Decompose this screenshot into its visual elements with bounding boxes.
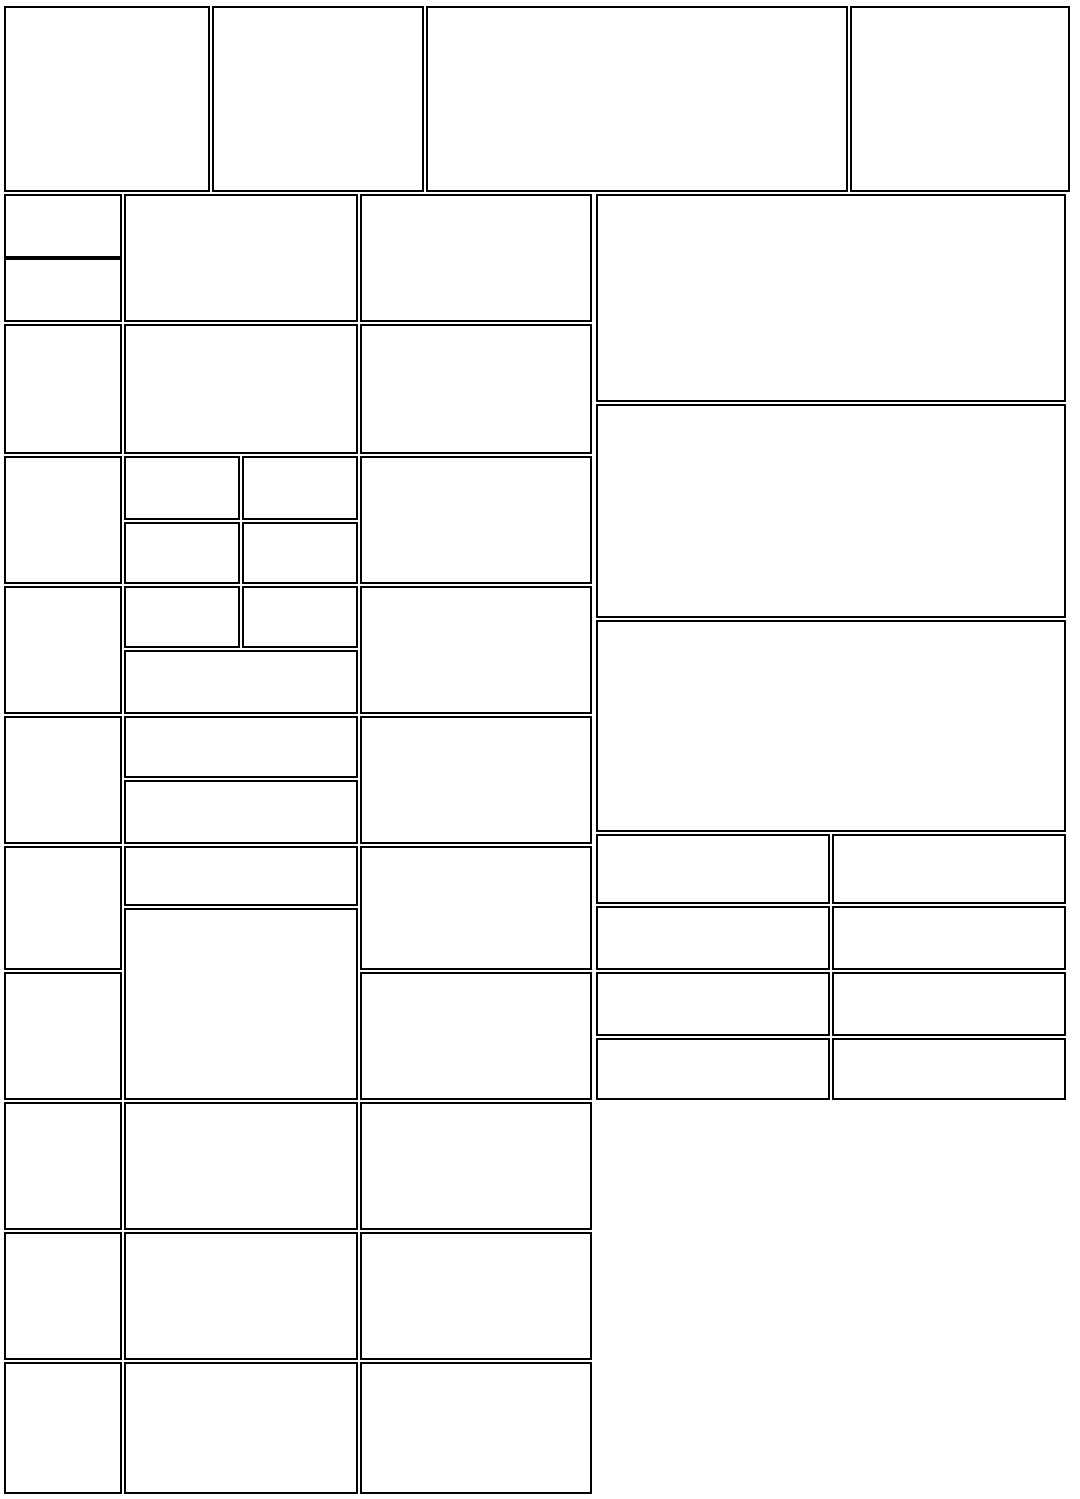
ad-art-street — [4, 456, 122, 584]
ad-second-floor — [596, 620, 1066, 832]
ad-landlord-shop-rent — [124, 1232, 358, 1360]
ad-xiaweiyi-north — [4, 846, 122, 970]
ad-hotel-rooms — [596, 1038, 830, 1100]
ad-shop-low-price-sale — [124, 908, 358, 1100]
ad-landlord-discount — [124, 650, 358, 714]
ad-recycling-2 — [212, 6, 424, 192]
ad-newspaper-office — [596, 834, 830, 904]
ad-restaurant-urgent — [360, 586, 592, 714]
ad-district1-shop-sale — [360, 194, 592, 322]
ad-barbershop — [4, 1232, 122, 1360]
ad-tianfu-jucheng — [124, 456, 240, 520]
ad-gaozhongcheng — [242, 456, 358, 520]
ad-13-market-1 — [360, 716, 592, 844]
ad-stationery-three — [4, 258, 122, 322]
ad-13-market-2 — [124, 1362, 358, 1494]
ad-recycling-4 — [850, 6, 1070, 192]
ad-wanda-shifu — [596, 194, 1066, 402]
ad-landlord-shop-sale — [360, 1232, 592, 1360]
ad-supermarket-chess — [360, 972, 592, 1100]
ad-landlord-direct — [4, 716, 122, 844]
ad-train-station — [124, 1102, 358, 1230]
ad-tianfu-chuncheng — [832, 906, 1066, 970]
ad-13-district-shop — [242, 586, 358, 648]
ad-recycling-3 — [426, 6, 848, 192]
ad-140-trade-bureau — [596, 906, 830, 970]
ad-recycling-1 — [4, 6, 210, 192]
ad-wandu-hotel — [124, 780, 358, 844]
ad-ivory-city — [832, 1038, 1066, 1100]
ad-jinbao — [832, 972, 1066, 1036]
ad-stationery-shop — [360, 846, 592, 970]
ad-restaurant-urgent-transfer — [596, 972, 830, 1036]
ad-supermarket-transfer — [360, 324, 592, 454]
ad-breakfast-shop — [360, 1102, 592, 1230]
ad-jinma-market — [124, 324, 358, 454]
ad-21-district — [4, 1102, 122, 1230]
ad-house-rent-sale — [4, 972, 122, 1100]
ad-pharmacy — [4, 1362, 122, 1494]
ad-underground-street — [124, 846, 358, 906]
ad-garage-sale — [832, 834, 1066, 904]
ad-foot-spa — [4, 586, 122, 714]
ad-shopfront-1949 — [242, 522, 358, 584]
ad-landlord-shop-rent-2 — [360, 456, 592, 584]
ad-sale-xingfu-road — [4, 194, 122, 258]
ad-for-rent-5 — [4, 324, 122, 454]
ad-1949-street — [596, 404, 1066, 618]
ad-hospital-opposite — [124, 716, 358, 778]
ad-tianfu-kangcheng — [124, 522, 240, 584]
ad-delin-halal — [124, 194, 358, 322]
ad-restaurant-low-rent — [360, 1362, 592, 1494]
ad-development-zone — [124, 586, 240, 648]
